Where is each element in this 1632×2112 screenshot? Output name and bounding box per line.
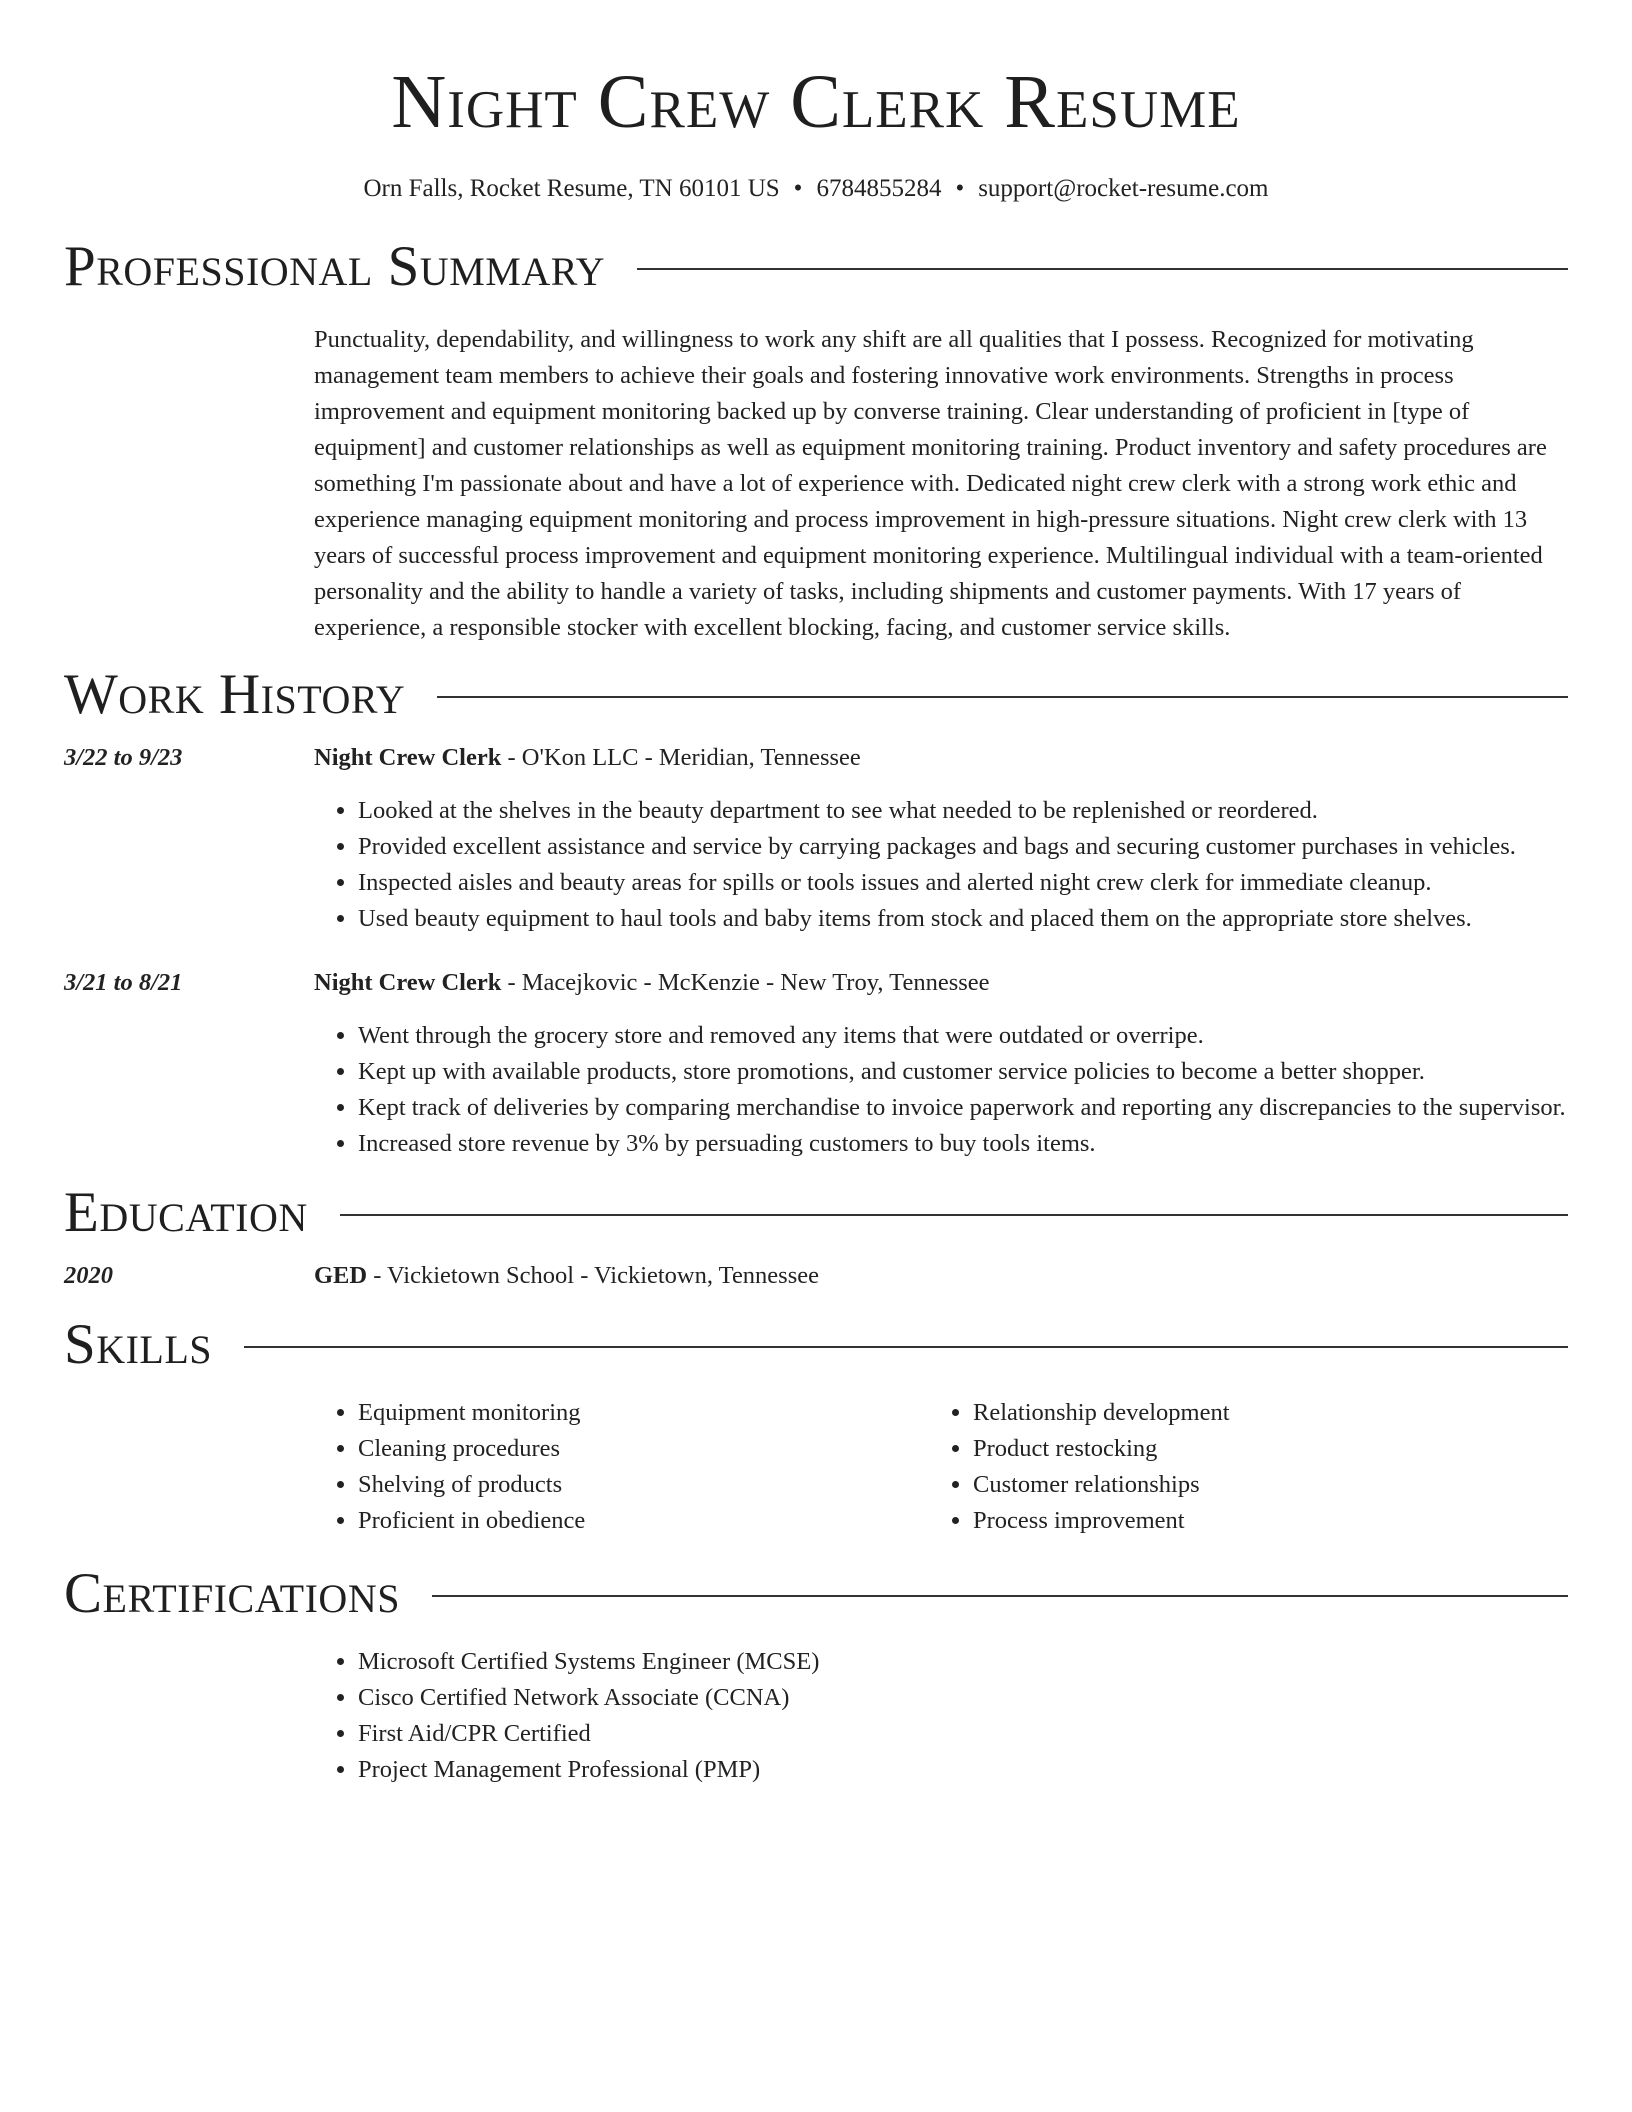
list-item: • Product restocking bbox=[973, 1431, 1544, 1467]
skills-column-left bbox=[314, 1395, 929, 1539]
certifications-list bbox=[314, 1644, 1568, 1788]
section-heading-summary bbox=[64, 234, 1568, 300]
education-year: 2020 bbox=[64, 1262, 113, 1289]
list-item: • Relationship development bbox=[973, 1395, 1544, 1431]
list-item: • Proficient in obedience bbox=[358, 1503, 929, 1539]
section-title: Skills bbox=[64, 1313, 213, 1376]
contact-email: support@rocket-resume.com bbox=[978, 175, 1269, 202]
section-divider bbox=[432, 1595, 1568, 1597]
section-divider bbox=[637, 268, 1568, 270]
job-bullets bbox=[314, 1018, 1568, 1162]
list-item: • Used beauty equipment to haul tools and baby items from stock and placed them on the appropriate store shelves. bbox=[358, 901, 1568, 937]
skills-grid bbox=[314, 1395, 1568, 1539]
job-entry bbox=[64, 965, 1568, 1162]
list-item: • Kept track of deliveries by comparing merchandise to invoice paperwork and reporting any discrepancies to the supervisor. bbox=[358, 1090, 1568, 1126]
job-title: Night Crew Clerk bbox=[314, 969, 502, 996]
resume-title: Night Crew Clerk Resume bbox=[391, 60, 1241, 144]
section-title: Certifications bbox=[64, 1562, 400, 1625]
list-item: • Provided excellent assistance and service by carrying packages and bags and securing customer purchases in vehicles. bbox=[358, 829, 1568, 865]
list-item: • Increased store revenue by 3% by persuading customers to buy tools items. bbox=[358, 1126, 1568, 1162]
skills-row bbox=[64, 1378, 1568, 1539]
list-item: • Kept up with available products, store promotions, and customer service policies to become a better shopper. bbox=[358, 1054, 1568, 1090]
summary-text: Punctuality, dependability, and willingness to work any shift are all qualities that I possess. Recognized for motivating management team members to achieve their goals and fostering innovative work environments. Strengths in process improvement and equipment monitoring backed up by converse training. Clear understanding of proficient in [type of equipment] and customer relationships as well as equipment monitoring training. Product inventory and safety procedures are something I'm passionate about and have a lot of experience with. Dedicated night crew clerk with a strong work ethic and experience managing equipment monitoring and process improvement in high-pressure situations. Night crew clerk with 13 years of successful process improvement and equipment monitoring experience. Multilingual individual with a team-oriented personality and the ability to handle a variety of tasks, including shipments and customer payments. With 17 years of experience, a responsible stocker with excellent blocking, facing, and customer service skills. bbox=[314, 326, 1547, 641]
section-divider bbox=[340, 1214, 1568, 1216]
job-dates: 3/22 to 9/23 bbox=[64, 744, 183, 771]
certifications-row bbox=[64, 1627, 1568, 1788]
summary-row bbox=[64, 322, 1568, 646]
list-item: • Inspected aisles and beauty areas for spills or tools issues and alerted night crew clerk for immediate cleanup. bbox=[358, 865, 1568, 901]
section-heading-skills bbox=[64, 1312, 1568, 1378]
list-item: • First Aid/CPR Certified bbox=[358, 1716, 1568, 1752]
section-title: Education bbox=[64, 1181, 308, 1244]
job-heading bbox=[314, 965, 1568, 1001]
list-item: • Went through the grocery store and removed any items that were outdated or overripe. bbox=[358, 1018, 1568, 1054]
contact-phone: 6784855284 bbox=[816, 175, 942, 202]
job-details: - O'Kon LLC - Meridian, Tennessee bbox=[501, 744, 861, 771]
list-item: • Project Management Professional (PMP) bbox=[358, 1752, 1568, 1788]
education-degree: GED bbox=[314, 1262, 368, 1289]
list-item: • Microsoft Certified Systems Engineer (MCSE) bbox=[358, 1644, 1568, 1680]
section-title: Professional Summary bbox=[64, 235, 606, 298]
list-item: • Cisco Certified Network Associate (CCNA) bbox=[358, 1680, 1568, 1716]
section-divider bbox=[244, 1346, 1568, 1348]
job-title: Night Crew Clerk bbox=[314, 744, 502, 771]
list-item: • Process improvement bbox=[973, 1503, 1544, 1539]
list-item: • Equipment monitoring bbox=[358, 1395, 929, 1431]
section-divider bbox=[437, 696, 1568, 698]
section-heading-education bbox=[64, 1180, 1568, 1246]
contact-separator: • bbox=[793, 175, 803, 202]
job-dates: 3/21 to 8/21 bbox=[64, 969, 183, 996]
list-item: • Cleaning procedures bbox=[358, 1431, 929, 1467]
list-item: • Customer relationships bbox=[973, 1467, 1544, 1503]
education-entry bbox=[64, 1258, 1568, 1294]
section-heading-certifications bbox=[64, 1561, 1568, 1627]
job-entry bbox=[64, 740, 1568, 937]
contact-separator: • bbox=[955, 175, 965, 202]
contact-line bbox=[64, 172, 1568, 206]
contact-address: Orn Falls, Rocket Resume, TN 60101 US bbox=[363, 175, 780, 202]
skills-column-right bbox=[929, 1395, 1544, 1539]
list-item: • Looked at the shelves in the beauty department to see what needed to be replenished or reordered. bbox=[358, 793, 1568, 829]
job-bullets bbox=[314, 793, 1568, 937]
job-details: - Macejkovic - McKenzie - New Troy, Tennessee bbox=[501, 969, 990, 996]
section-title: Work History bbox=[64, 663, 406, 726]
education-details: - Vickietown School - Vickietown, Tennessee bbox=[367, 1262, 820, 1289]
list-item: • Shelving of products bbox=[358, 1467, 929, 1503]
job-heading bbox=[314, 740, 1568, 776]
section-heading-work-history bbox=[64, 662, 1568, 728]
